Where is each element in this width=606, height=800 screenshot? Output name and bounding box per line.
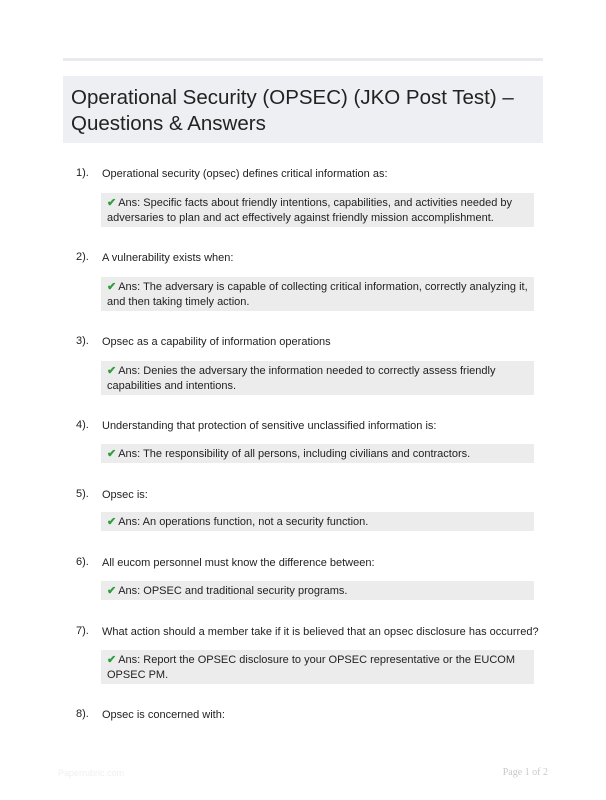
question-number: 1).: [76, 167, 89, 179]
answer-box: [101, 193, 534, 227]
question-number: 8).: [76, 708, 89, 720]
question-text: A vulnerability exists when:: [102, 252, 234, 264]
answer-box: [101, 277, 534, 311]
question-text: Opsec is concerned with:: [102, 709, 225, 721]
page-title: [71, 85, 535, 137]
question-text: Operational security (opsec) defines critical information as:: [102, 168, 388, 180]
answer-text: Ans: An operations function, not a security function.: [118, 516, 369, 528]
checkmark-icon: ✔: [107, 516, 117, 528]
answer-box: [101, 512, 534, 531]
footer-site: Paperrubric.com: [58, 768, 125, 778]
checkmark-icon: ✔: [107, 365, 117, 377]
title-line-2: Questions & Answers: [71, 112, 266, 135]
question-number: 4).: [76, 419, 89, 431]
answer-text: Ans: Specific facts about friendly intentions, capabilities, and activities needed by adversaries to plan and act effectively against friendly mission accomplishment.: [107, 197, 513, 224]
title-line-1: Operational Security (OPSEC) (JKO Post Test) –: [71, 86, 514, 109]
footer-page-number: Page 1 of 2: [502, 767, 548, 778]
answer-box: [101, 361, 534, 395]
question-text: Understanding that protection of sensitive unclassified information is:: [102, 420, 437, 432]
question-text: All eucom personnel must know the difference between:: [102, 557, 375, 569]
answer-box: [101, 650, 534, 684]
title-banner: [63, 76, 543, 143]
checkmark-icon: ✔: [107, 654, 117, 666]
answer-text: Ans: OPSEC and traditional security programs.: [118, 585, 348, 597]
question-number: 6).: [76, 556, 89, 568]
question-number: 2).: [76, 251, 89, 263]
question-text: Opsec as a capability of information operations: [102, 336, 331, 348]
question-text: Opsec is:: [102, 489, 148, 501]
answer-text: Ans: The adversary is capable of collecting critical information, correctly analyzing it, and then taking timely action.: [107, 281, 528, 308]
checkmark-icon: ✔: [107, 585, 117, 597]
question-number: 3).: [76, 335, 89, 347]
checkmark-icon: ✔: [107, 281, 117, 293]
answer-text: Ans: Denies the adversary the information needed to correctly assess friendly capabilities and intentions.: [107, 365, 496, 392]
checkmark-icon: ✔: [107, 448, 117, 460]
top-divider: [63, 58, 543, 61]
answer-box: [101, 581, 534, 600]
question-number: 5).: [76, 488, 89, 500]
checkmark-icon: ✔: [107, 197, 117, 209]
answer-text: Ans: The responsibility of all persons, including civilians and contractors.: [118, 448, 471, 460]
answer-text: Ans: Report the OPSEC disclosure to your OPSEC representative or the EUCOM OPSEC PM.: [107, 654, 515, 681]
question-text: What action should a member take if it is believed that an opsec disclosure has occurred?: [102, 626, 539, 638]
question-number: 7).: [76, 625, 89, 637]
answer-box: [101, 444, 534, 463]
